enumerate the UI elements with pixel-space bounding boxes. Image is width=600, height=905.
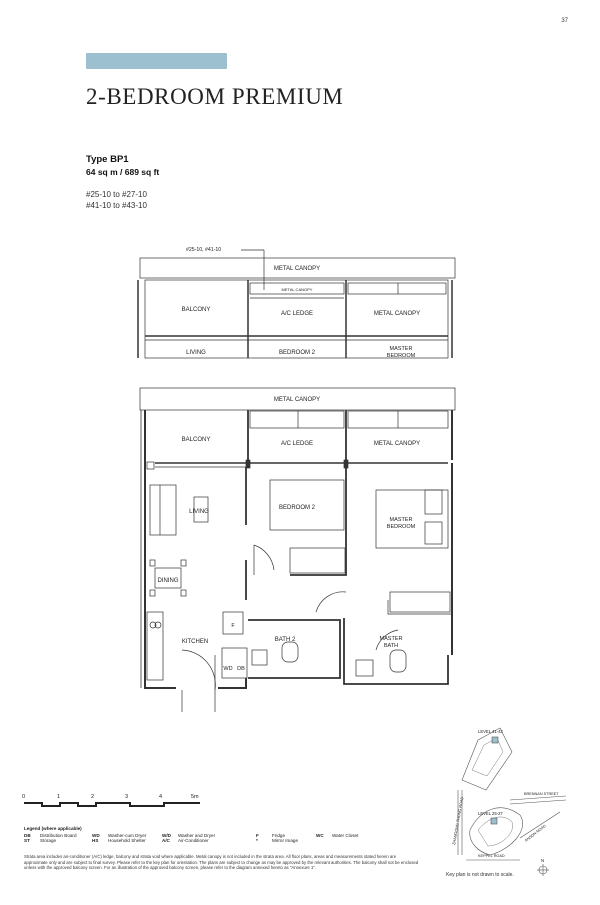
upper-bedroom-label: BEDROOM [386, 353, 416, 359]
main-master-bath-label-1: MASTER [379, 636, 403, 642]
keyplan-road-keppel: KEPPEL ROAD [478, 854, 505, 858]
page-number: 37 [561, 18, 568, 24]
scale-tick-4: 4 [159, 794, 163, 800]
main-fridge-label: F [231, 623, 235, 629]
legend-item: * Mirror Image [256, 838, 299, 843]
unit-range-1: #25-10 to #27-10 [86, 190, 147, 199]
legend-title: Legend (where applicable) [24, 826, 82, 831]
keyplan-level-top: LEVEL 41-43 [478, 729, 503, 734]
upper-plan-callout: #25-10, #41-10 [186, 247, 222, 253]
main-bedroom-label: BEDROOM [386, 524, 416, 530]
main-bedroom2-label: BEDROOM 2 [278, 505, 316, 511]
main-bath2-label: BATH 2 [274, 637, 296, 643]
upper-metal-canopy-right-label: METAL CANOPY [373, 311, 421, 317]
unit-area: 64 sq m / 689 sq ft [86, 167, 160, 177]
legend-row-2 [24, 838, 424, 843]
main-metal-canopy-right-label: METAL CANOPY [373, 441, 421, 447]
scale-bar [22, 794, 200, 806]
legend-item: WC Water Closet [316, 833, 359, 838]
legend-item: ST Storage [24, 838, 57, 843]
legend-item: WD Washer-cum Dryer [92, 833, 147, 838]
unit-type: Type BP1 [86, 154, 129, 165]
main-dining-label: DINING [157, 578, 179, 584]
legend-item: DB Distribution Board [24, 833, 77, 838]
keyplan-road-anson: ANSON ROAD [524, 823, 547, 843]
scale-tick-0: 0 [22, 794, 26, 800]
legend-item: HS Household Shelter [92, 838, 146, 843]
upper-ac-ledge-label: A/C LEDGE [280, 311, 314, 317]
main-wd-label: WD [223, 666, 233, 672]
north-indicator: N [541, 858, 545, 863]
main-db-label: DB [237, 666, 245, 672]
upper-metal-canopy-label: METAL CANOPY [273, 266, 321, 272]
upper-metal-canopy-small-label: METAL CANOPY [281, 287, 313, 292]
scale-tick-5: 5m [191, 794, 199, 800]
main-ac-ledge-label: A/C LEDGE [280, 441, 314, 447]
legend-item: F Fridge [256, 833, 286, 838]
legend-item: A/C Air-Conditioner [162, 838, 209, 843]
scale-tick-2: 2 [91, 794, 95, 800]
key-plan [458, 728, 566, 876]
upper-balcony-label: BALCONY [181, 307, 211, 313]
unit-range-2: #41-10 to #43-10 [86, 201, 147, 210]
legend-item: W/D Washer and Dryer [162, 833, 216, 838]
main-balcony-label: BALCONY [181, 437, 211, 443]
keyplan-caption: Key plan is not drawn to scale. [446, 872, 514, 878]
main-living-label: LIVING [189, 509, 209, 515]
upper-master-label: MASTER [389, 346, 413, 352]
upper-living-label: LIVING [186, 350, 206, 356]
keyplan-level-bottom: LEVEL 25-27 [478, 811, 503, 816]
page-title: 2-BEDROOM PREMIUM [86, 84, 344, 109]
scale-tick-3: 3 [125, 794, 129, 800]
main-kitchen-label: KITCHEN [181, 639, 209, 645]
main-metal-canopy-label: METAL CANOPY [273, 397, 321, 403]
scale-tick-1: 1 [57, 794, 61, 800]
keyplan-road-zhangong: ZHANGONG THONG ROAD [452, 796, 465, 846]
keyplan-road-brennan: BRENNAN STREET [524, 792, 559, 796]
legend [24, 826, 424, 843]
main-master-label: MASTER [389, 517, 413, 523]
upper-bedroom2-label: BEDROOM 2 [278, 350, 316, 356]
disclaimer-notes: Strata area includes air-conditioner (A/C) ledge, balcony and strata void where applicable. Metal canopy is not included in the strata area. All floor plans, areas and measurements stated herein are approximate only and are subject to final survey. Please refer to the key plan for orientation. The plans are subject to change as may be approved by the relevant authorities. The balcony shall not be enclosed unless with the approved balcony screen. For an illustration of the approved balcony screen, please refer to the diagram annexed hereto as "Annexure 1". [24, 854, 419, 871]
main-master-bath-label-2: BATH [383, 643, 399, 649]
